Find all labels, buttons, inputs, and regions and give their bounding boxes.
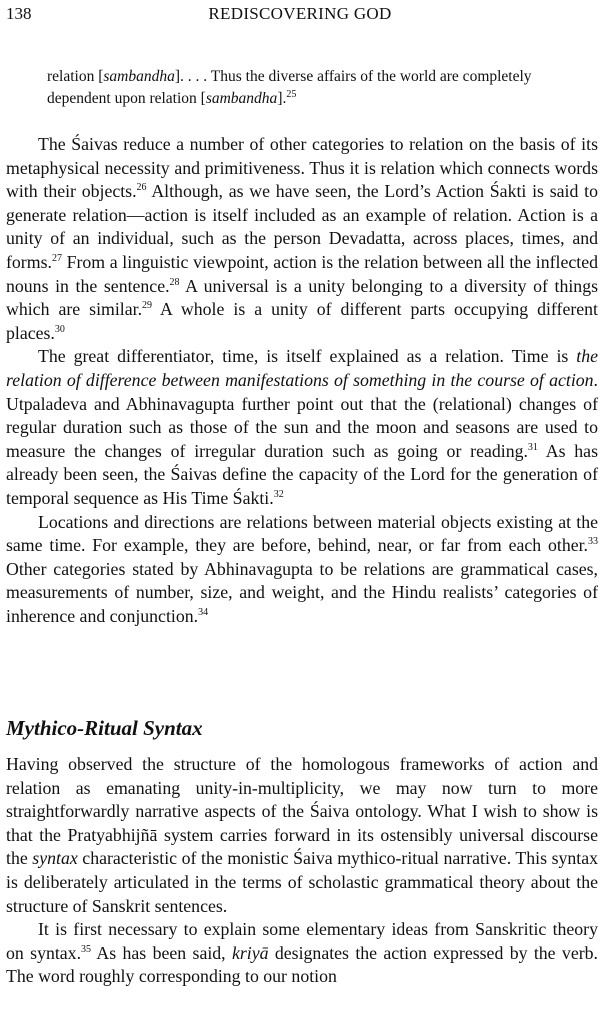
paragraph <box>6 345 598 510</box>
text-run: As has already been seen, the Śaivas define the capacity of the Lord for the generation of temporal sequence as His Time Śakti. <box>6 440 598 508</box>
text-run: A whole is a unity of different parts occupying different places. <box>6 299 598 343</box>
body-text-section-2 <box>6 753 598 989</box>
italic-text: syntax <box>32 848 78 869</box>
paragraph <box>6 753 598 918</box>
paragraph <box>6 918 598 989</box>
text-run: designates the action expressed by the verb. The word roughly corresponding to our notion <box>6 942 598 987</box>
text-run: [ <box>98 68 104 85</box>
body-text-section-1 <box>6 133 598 628</box>
italic-text: kriyā <box>231 942 269 963</box>
footnote-ref: 28 <box>169 276 180 288</box>
paragraph <box>6 511 598 629</box>
text-run: A universal is a unity belonging to a diversity of things which are similar. <box>6 275 599 320</box>
page-number: 138 <box>6 4 32 23</box>
footnote-ref: 32 <box>273 488 284 500</box>
text-run: As has been said, <box>91 942 232 963</box>
text-run: . Utpaladeva and Abhinavagupta further point out that the (relational) changes of regular duration such as those of the sun and the moon and seasons are used to measure the changes of irregular duration such as going or reading. <box>6 369 598 461</box>
footnote-ref: 27 <box>51 253 62 265</box>
text-run: ]. . . . Thus the diverse affairs of the world are completely dependent upon relation [ <box>47 68 532 107</box>
footnote-ref: 33 <box>588 536 598 548</box>
italic-text: sambandha <box>205 89 278 107</box>
footnote-ref: 30 <box>54 323 65 335</box>
text-run: characteristic of the monistic Śaiva mythico-ritual narrative. This syntax is deliberately articulated in the terms of scholastic grammatical theory about the structure of Sanskrit sentences. <box>6 848 598 916</box>
italic-text: the relation of difference between manifestations of something in the course of action <box>6 346 598 390</box>
text-run: The Śaivas reduce a number of other categories to relation on the basis of its metaphysical necessity and primitiveness. Thus it is relation which connects words with their objects. <box>6 134 598 202</box>
text-run: ]. <box>277 89 287 107</box>
text-run: Although, as we have seen, the Lord’s Action Śakti is said to generate relation—action is itself included as an example of relation. Action is a unity of an individual, such as the person Devadatta, across places, times, and forms. <box>6 181 598 272</box>
text-run: Having observed the structure of the homologous frameworks of action and relation as emanating unity-in-multiplicity, we may now turn to more straightforwardly narrative aspects of the Śaiva ontology. What I wish to show is that the Pratyabhijñā system carries forward in its ostensibly universal discourse the <box>6 754 598 869</box>
italic-text: sambandha <box>103 68 175 85</box>
block-quote <box>47 66 540 109</box>
footnote-ref: 31 <box>527 441 538 453</box>
page-header <box>6 4 594 26</box>
footnote-ref: 25 <box>286 88 297 100</box>
footnote-ref: 34 <box>198 606 209 618</box>
running-title: REDISCOVERING GOD <box>208 4 392 23</box>
text-run: The great differentiator, time, is itself explained as a relation. Time is <box>38 346 577 367</box>
footnote-ref: 26 <box>136 182 147 194</box>
text-run: Locations and directions are relations between material objects existing at the same time. For example, they are before, behind, near, or far from each other. <box>6 511 598 556</box>
paragraph <box>6 133 598 345</box>
text-run: It is first necessary to explain some elementary ideas from Sanskritic theory on syntax. <box>6 919 598 963</box>
footnote-ref: 35 <box>81 943 92 955</box>
text-run: relation <box>47 68 99 85</box>
section-heading: Mythico-Ritual Syntax <box>6 716 203 740</box>
footnote-ref: 29 <box>142 300 153 312</box>
text-run: From a linguistic viewpoint, action is the relation between all the inflected nouns in the sentence. <box>6 251 598 296</box>
text-run: Other categories stated by Abhinavagupta to be relations are grammatical cases, measurements of number, size, and weight, and the Hindu realists’ categories of inherence and conjunction. <box>6 558 598 626</box>
